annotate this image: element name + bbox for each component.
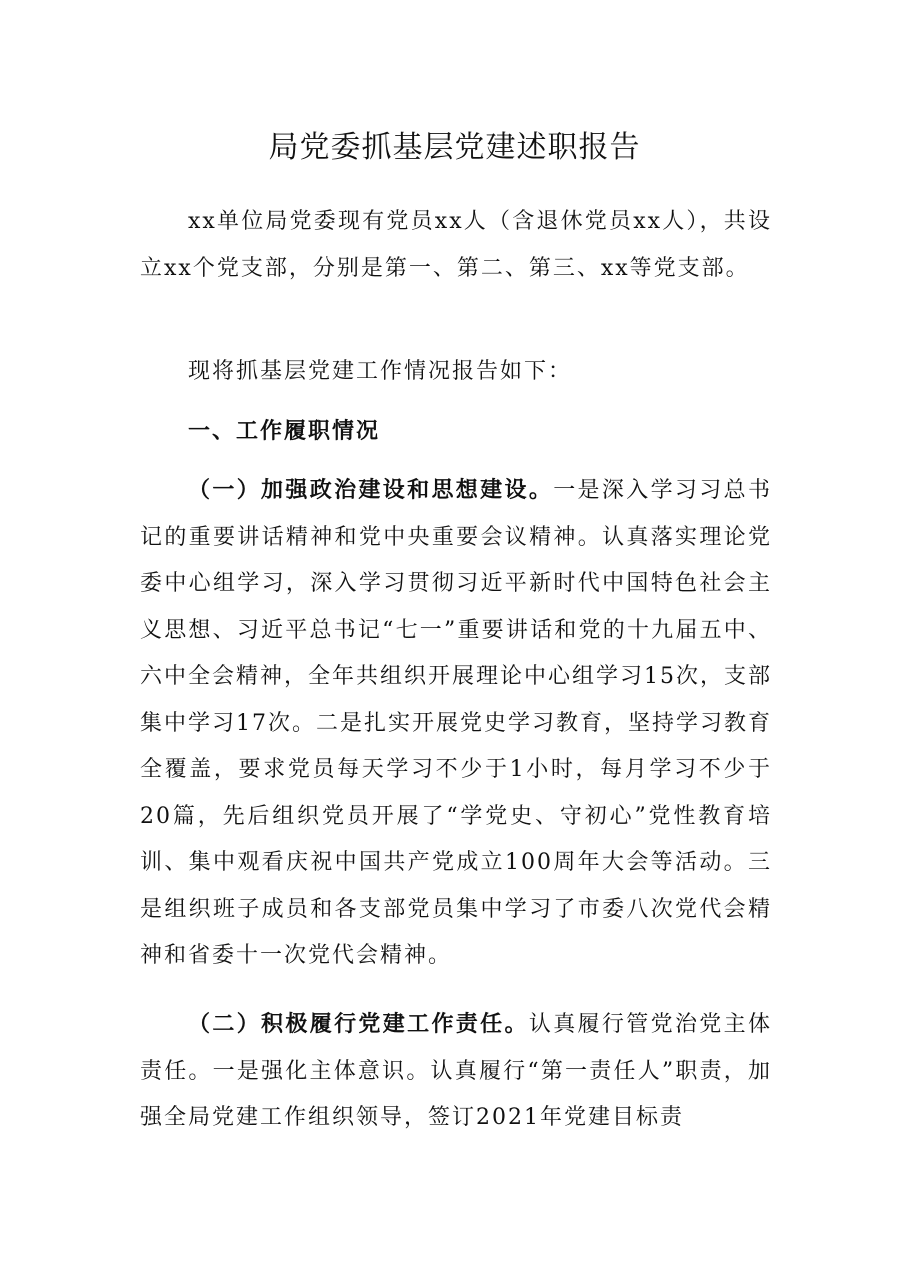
item-one-paragraph (140, 467, 772, 980)
item-one-lead: （一）加强政治建设和思想建设。 (188, 477, 554, 503)
intro-paragraph: xx单位局党委现有党员xx人（含退休党员xx人），共设立xx个党支部，分别是第一、第二、第三、xx等党支部。 (140, 209, 772, 281)
report-lead-paragraph: 现将抓基层党建工作情况报告如下： (188, 359, 573, 384)
item-two-lead: （二）积极履行党建工作责任。 (188, 1011, 529, 1037)
document-title: 局党委抓基层党建述职报告 (268, 130, 641, 165)
item-one-body: 一是深入学习习总书记的重要讲话精神和党中央重要会议精神。认真落实理论党委中心组学习，深入学习贯彻习近平新时代中国特色社会主义思想、习近平总书记“七一”重要讲话和党的十九届五中、六中全会精神，全年共组织开展理论中心组学习15次，支部集中学习17次。二是扎实开展党史学习教育，坚持学习教育全覆盖，要求党员每天学习不少于1小时，每月学习不少于20篇，先后组织党员开展了“学党史、守初心”党性教育培训、集中观看庆祝中国共产党成立100周年大会等活动。三是组织班子成员和各支部党员集中学习了市委八次党代会精神和省委十一次党代会精神。 (140, 478, 772, 968)
section-heading: 一、工作履职情况 (188, 418, 381, 444)
item-two-body: 认真履行管党治党主体责任。一是强化主体意识。认真履行“第一责任人”职责，加强全局党建工作组织领导，签订2021年党建目标责 (140, 1012, 772, 1130)
item-two-paragraph (140, 1001, 772, 1142)
